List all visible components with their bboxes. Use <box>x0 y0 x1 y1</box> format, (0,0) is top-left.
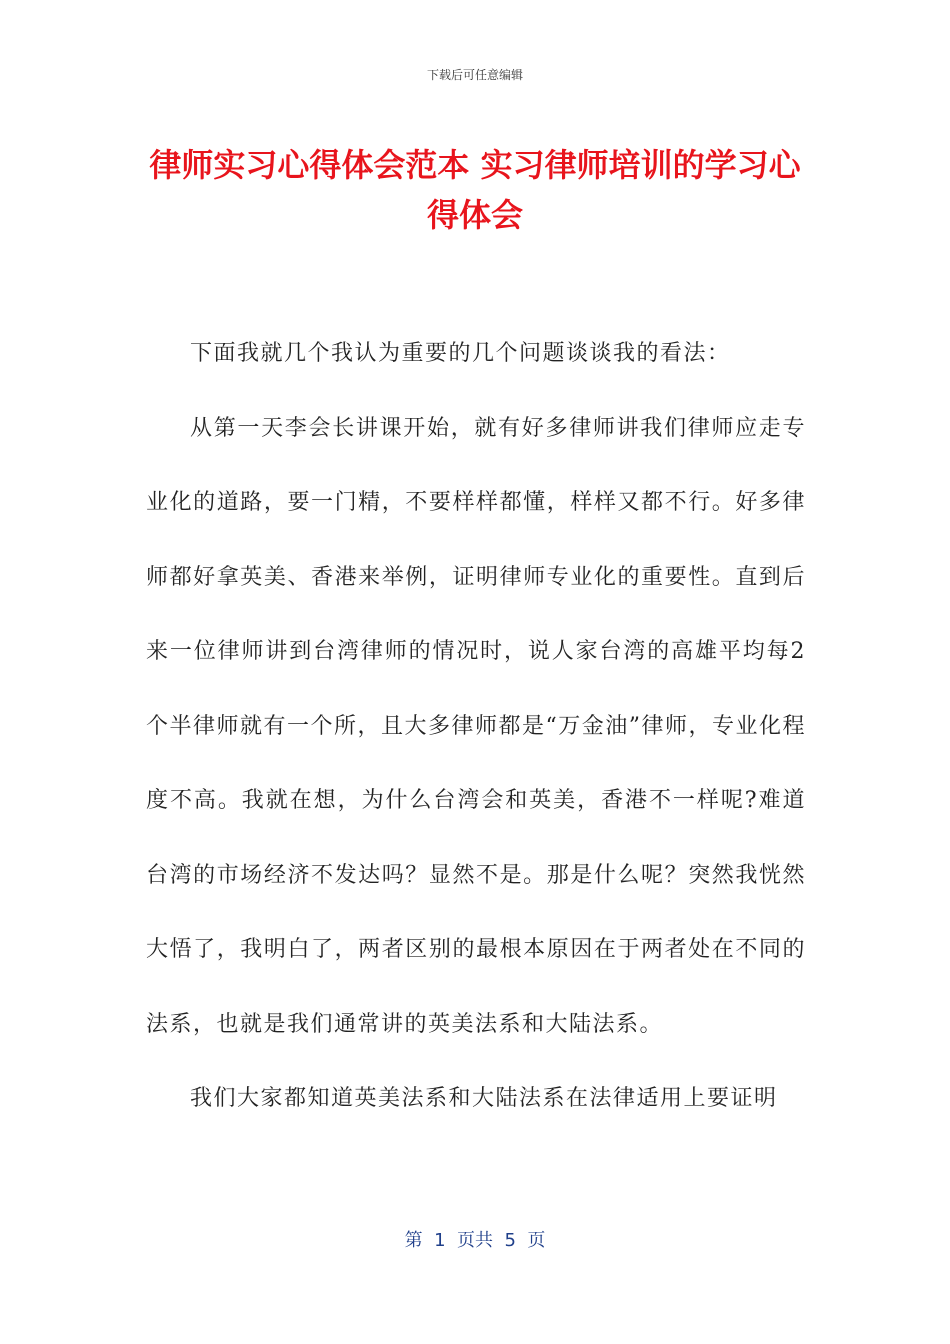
paragraph-main: 从第一天李会长讲课开始，就有好多律师讲我们律师应走专业化的道路，要一门精，不要样样都懂，样样又都不行。好多律师都好拿英美、香港来举例，证明律师专业化的重要性。直到后来一位律师讲到台湾律师的情况时，说人家台湾的高雄平均每2个半律师就有一个所，且大多律师都是“万金油”律师，专业化程度不高。我就在想，为什么台湾会和英美，香港不一样呢?难道台湾的市场经济不发达吗？显然不是。那是什么呢？突然我恍然大悟了，我明白了，两者区别的最根本原因在于两者处在不同的法系，也就是我们通常讲的英美法系和大陆法系。 <box>146 415 806 1037</box>
header-note: 下载后可任意编辑 <box>426 68 523 82</box>
paragraph-intro: 下面我就几个我认为重要的几个问题谈谈我的看法： <box>190 341 731 366</box>
document-title: 律师实习心得体会范本 实习律师培训的学习心得体会 <box>149 146 801 234</box>
document-body <box>146 317 806 1137</box>
paragraph-continued: 我们大家都知道英美法系和大陆法系在法律适用上要证明 <box>190 1086 778 1111</box>
page-number-footer: 第 1 页共 5 页 <box>404 1230 546 1251</box>
